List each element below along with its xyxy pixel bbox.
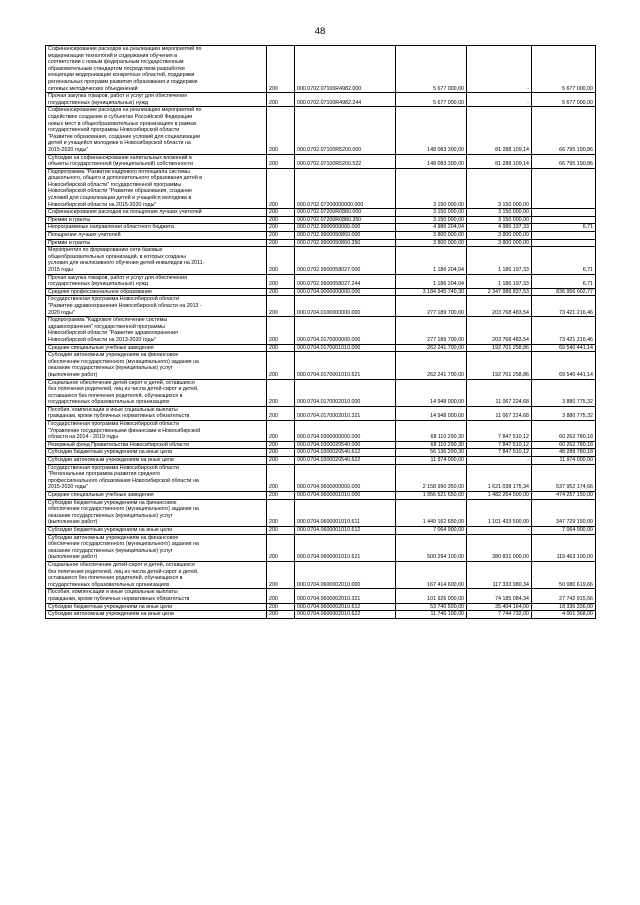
unexecuted-amount-cell: 119 463 100,00 bbox=[532, 534, 596, 561]
admin-code-cell: 200 bbox=[267, 421, 295, 442]
budget-code-cell: 000.0704.0600002010.000 bbox=[295, 561, 396, 588]
approved-amount-cell: 3 800 000,00 bbox=[396, 232, 467, 240]
approved-amount-cell: 1 186 204,04 bbox=[396, 274, 467, 288]
budget-code-cell: 000.0704.0600001010.611 bbox=[295, 499, 396, 526]
unexecuted-amount-cell: 11 974 000,00 bbox=[532, 457, 596, 465]
admin-code-cell: 200 bbox=[267, 239, 295, 247]
table-row bbox=[46, 526, 596, 534]
budget-code-cell: 000.0702.9900000000.000 bbox=[295, 224, 396, 232]
admin-code-cell: 200 bbox=[267, 344, 295, 352]
row-name-cell: Государственная программа Новосибирской области "Развитие здравоохранения Новосибирской области на 2013 - 2020 годы" bbox=[46, 296, 267, 317]
approved-amount-cell: 277 189 700,00 bbox=[396, 296, 467, 317]
table-row bbox=[46, 274, 596, 288]
unexecuted-amount-cell: 60 262 780,18 bbox=[532, 441, 596, 449]
admin-code-cell: 200 bbox=[267, 274, 295, 288]
budget-code-cell: 000.0704.0100000000.000 bbox=[295, 296, 396, 317]
approved-amount-cell: 3 184 945 740,30 bbox=[396, 288, 467, 296]
approved-amount-cell: 7 064 900,00 bbox=[396, 526, 467, 534]
approved-amount-cell: 5 677 000,00 bbox=[396, 93, 467, 107]
approved-amount-cell: 167 414 600,00 bbox=[396, 561, 467, 588]
executed-amount-cell: 81 288 109,14 bbox=[467, 107, 532, 154]
budget-code-cell: 000.0704.0170000000.000 bbox=[295, 317, 396, 344]
executed-amount-cell: 7 744 732,00 bbox=[467, 611, 532, 619]
table-row bbox=[46, 499, 596, 526]
table-row bbox=[46, 611, 596, 619]
executed-amount-cell: 1 621 038 175,34 bbox=[467, 464, 532, 491]
executed-amount-cell: 380 831 000,00 bbox=[467, 534, 532, 561]
table-row bbox=[46, 296, 596, 317]
admin-code-cell: 200 bbox=[267, 449, 295, 457]
table-row bbox=[46, 379, 596, 406]
admin-code-cell: 200 bbox=[267, 296, 295, 317]
approved-amount-cell: 4 986 204,04 bbox=[396, 224, 467, 232]
unexecuted-amount-cell: 27 742 915,66 bbox=[532, 589, 596, 603]
budget-code-cell: 000.0704.0600001010.612 bbox=[295, 526, 396, 534]
table-row bbox=[46, 464, 596, 491]
table-row bbox=[46, 344, 596, 352]
table-row bbox=[46, 93, 596, 107]
unexecuted-amount-cell: 6,71 bbox=[532, 247, 596, 274]
approved-amount-cell: 1 186 204,04 bbox=[396, 247, 467, 274]
budget-code-cell: 000.0702.07100R4982.244 bbox=[295, 93, 396, 107]
row-name-cell: Среднее профессиональное образование bbox=[46, 288, 267, 296]
table-row bbox=[46, 457, 596, 465]
executed-amount-cell: 203 768 483,54 bbox=[467, 317, 532, 344]
budget-code-cell: 000.0702.07200000000.000 bbox=[295, 168, 396, 209]
unexecuted-amount-cell: 474 257 150,00 bbox=[532, 492, 596, 500]
unexecuted-amount-cell: 66 795 190,86 bbox=[532, 107, 596, 154]
table-row bbox=[46, 232, 596, 240]
row-name-cell: Софинансирование расходов на реализацию мероприятий по содействию созданию в субъектах Российской Федерации новых мест в общеобразовательных организациях в рамках государственной программы Новосибирской области "Развитие образования, создание условий для социализации детей и учащейся молодежи в Новосибирской области на 2015-2020 годы" bbox=[46, 107, 267, 154]
unexecuted-amount-cell bbox=[532, 168, 596, 209]
budget-code-cell: 000.0704.0600001010.621 bbox=[295, 534, 396, 561]
table-row bbox=[46, 449, 596, 457]
admin-code-cell: 200 bbox=[267, 168, 295, 209]
unexecuted-amount-cell: 5 677 000,00 bbox=[532, 46, 596, 93]
approved-amount-cell: 3 800 000,00 bbox=[396, 239, 467, 247]
unexecuted-amount-cell: 3 880 775,32 bbox=[532, 379, 596, 406]
budget-table bbox=[45, 45, 596, 619]
unexecuted-amount-cell: 69 540 441,14 bbox=[532, 344, 596, 352]
admin-code-cell: 200 bbox=[267, 457, 295, 465]
table-row bbox=[46, 352, 596, 379]
executed-amount-cell: 1 482 264 500,00 bbox=[467, 492, 532, 500]
executed-amount-cell: - bbox=[467, 526, 532, 534]
row-name-cell: Государственная программа Новосибирской области "Региональная программа развития среднего профессионального образования Новосибирской области на 2015-2020 годы" bbox=[46, 464, 267, 491]
executed-amount-cell: 203 768 483,54 bbox=[467, 296, 532, 317]
table-row bbox=[46, 288, 596, 296]
admin-code-cell: 200 bbox=[267, 589, 295, 603]
table-row bbox=[46, 216, 596, 224]
budget-code-cell: 000.0702.07100R4982.000 bbox=[295, 46, 396, 93]
budget-code-cell: 000.0702.07100R5200.522 bbox=[295, 154, 396, 168]
admin-code-cell: 200 bbox=[267, 499, 295, 526]
approved-amount-cell: 53 740 500,00 bbox=[396, 603, 467, 611]
approved-amount-cell: 14 948 000,00 bbox=[396, 406, 467, 420]
row-name-cell: Субсидии бюджетным учреждениям на иные цели bbox=[46, 526, 267, 534]
unexecuted-amount-cell: 537 952 174,66 bbox=[532, 464, 596, 491]
budget-code-cell: 000.0704.0170002010.321 bbox=[295, 406, 396, 420]
approved-amount-cell: 262 241 700,00 bbox=[396, 344, 467, 352]
admin-code-cell: 200 bbox=[267, 379, 295, 406]
row-name-cell: Премии и гранты bbox=[46, 216, 267, 224]
executed-amount-cell: 7 847 510,12 bbox=[467, 421, 532, 442]
unexecuted-amount-cell: 18 336 336,00 bbox=[532, 603, 596, 611]
row-name-cell: Субсидии бюджетным учреждениям на иные цели bbox=[46, 603, 267, 611]
row-name-cell: Субсидии бюджетным учреждениям на финансовое обеспечение государственного (муниципального) задания на оказание государственных (муниципальных) услуг (выполнение работ) bbox=[46, 499, 267, 526]
approved-amount-cell: 3 150 000,00 bbox=[396, 216, 467, 224]
admin-code-cell: 200 bbox=[267, 534, 295, 561]
row-name-cell: Средние специальные учебные заведения bbox=[46, 492, 267, 500]
budget-code-cell: 000.0702.07200R0880.000 bbox=[295, 209, 396, 217]
executed-amount-cell: 192 701 258,86 bbox=[467, 352, 532, 379]
executed-amount-cell: 117 333 980,34 bbox=[467, 561, 532, 588]
row-name-cell: Непрограммные направления областного бюджета bbox=[46, 224, 267, 232]
row-name-cell: Прочая закупка товаров, работ и услуг для обеспечения государственных (муниципальных) нужд bbox=[46, 274, 267, 288]
row-name-cell: Прочая закупка товаров, работ и услуг для обеспечения государственных (муниципальных) нужд bbox=[46, 93, 267, 107]
unexecuted-amount-cell bbox=[532, 209, 596, 217]
admin-code-cell: 200 bbox=[267, 154, 295, 168]
unexecuted-amount-cell: 50 080 619,66 bbox=[532, 561, 596, 588]
budget-code-cell: 000.0704.0300020540.000 bbox=[295, 441, 396, 449]
executed-amount-cell: 11 067 224,68 bbox=[467, 379, 532, 406]
approved-amount-cell: 500 294 100,00 bbox=[396, 534, 467, 561]
executed-amount-cell: 3 150 000,00 bbox=[467, 209, 532, 217]
budget-code-cell: 000.0704.0600002010.321 bbox=[295, 589, 396, 603]
row-name-cell: Премии и гранты bbox=[46, 239, 267, 247]
executed-amount-cell: 7 847 510,12 bbox=[467, 449, 532, 457]
approved-amount-cell: 11 746 100,00 bbox=[396, 611, 467, 619]
approved-amount-cell: 1 449 162 650,00 bbox=[396, 499, 467, 526]
executed-amount-cell: - bbox=[467, 457, 532, 465]
executed-amount-cell: 3 150 000,00 bbox=[467, 216, 532, 224]
approved-amount-cell: 11 974 000,00 bbox=[396, 457, 467, 465]
admin-code-cell: 200 bbox=[267, 46, 295, 93]
admin-code-cell: 200 bbox=[267, 352, 295, 379]
approved-amount-cell: 148 083 300,00 bbox=[396, 107, 467, 154]
row-name-cell: Субсидии бюджетным учреждениям на иные цели bbox=[46, 449, 267, 457]
table-row bbox=[46, 239, 596, 247]
budget-code-cell: 000.0704.0300000000.000 bbox=[295, 421, 396, 442]
executed-amount-cell: 11 067 224,68 bbox=[467, 406, 532, 420]
approved-amount-cell: 14 948 000,00 bbox=[396, 379, 467, 406]
row-name-cell: Резервный фонд Правительства Новосибирской области bbox=[46, 441, 267, 449]
approved-amount-cell: 3 150 000,00 bbox=[396, 209, 467, 217]
approved-amount-cell: 56 136 290,30 bbox=[396, 449, 467, 457]
row-name-cell: Поощрение лучших учителей bbox=[46, 232, 267, 240]
row-name-cell: Социальное обеспечение детей-сирот и детей, оставшихся без попечения родителей, лиц из числа детей-сирот и детей, оставшихся без попечения родителей, обучающихся в государственных образовательных организациях bbox=[46, 379, 267, 406]
admin-code-cell: 200 bbox=[267, 317, 295, 344]
unexecuted-amount-cell: 6,71 bbox=[532, 224, 596, 232]
table-row bbox=[46, 589, 596, 603]
unexecuted-amount-cell: 48 288 780,18 bbox=[532, 449, 596, 457]
table-row bbox=[46, 209, 596, 217]
row-name-cell: Социальное обеспечение детей-сирот и детей, оставшихся без попечения родителей, лиц из числа детей-сирот и детей, оставшихся без попечения родителей, обучающихся в государственных образовательных организациях bbox=[46, 561, 267, 588]
budget-table-body bbox=[46, 46, 596, 619]
budget-code-cell: 000.0702.9900058027.000 bbox=[295, 247, 396, 274]
executed-amount-cell: - bbox=[467, 46, 532, 93]
table-row bbox=[46, 603, 596, 611]
unexecuted-amount-cell bbox=[532, 216, 596, 224]
executed-amount-cell: 3 800 000,00 bbox=[467, 239, 532, 247]
admin-code-cell: 200 bbox=[267, 492, 295, 500]
row-name-cell: Субсидии автономным учреждениям на иные цели bbox=[46, 457, 267, 465]
admin-code-cell: 200 bbox=[267, 107, 295, 154]
executed-amount-cell: 2 347 988 837,53 bbox=[467, 288, 532, 296]
admin-code-cell: 200 bbox=[267, 611, 295, 619]
table-row bbox=[46, 492, 596, 500]
admin-code-cell: 200 bbox=[267, 247, 295, 274]
unexecuted-amount-cell: 73 421 216,46 bbox=[532, 317, 596, 344]
admin-code-cell: 200 bbox=[267, 209, 295, 217]
table-row bbox=[46, 561, 596, 588]
budget-code-cell: 000.0704.0170001010.000 bbox=[295, 344, 396, 352]
budget-code-cell: 000.0702.07200R0880.350 bbox=[295, 216, 396, 224]
executed-amount-cell: 81 288 109,14 bbox=[467, 154, 532, 168]
table-row bbox=[46, 441, 596, 449]
row-name-cell: Государственная программа Новосибирской области "Управление государственными финансами в Новосибирской области на 2014 - 2019 годы bbox=[46, 421, 267, 442]
row-name-cell: Субсидии автономным учреждениям на финансовое обеспечение государственного (муниципального) задания на оказание государственных (муниципальных) услуг (выполнение работ) bbox=[46, 534, 267, 561]
row-name-cell: Софинансирование расходов на поощрение лучших учителей bbox=[46, 209, 267, 217]
executed-amount-cell: 3 800 000,00 bbox=[467, 232, 532, 240]
executed-amount-cell: 74 185 084,34 bbox=[467, 589, 532, 603]
page-number: 48 bbox=[314, 26, 326, 37]
unexecuted-amount-cell: 347 729 150,00 bbox=[532, 499, 596, 526]
approved-amount-cell: 148 083 300,00 bbox=[396, 154, 467, 168]
table-row bbox=[46, 224, 596, 232]
executed-amount-cell: 35 404 164,00 bbox=[467, 603, 532, 611]
row-name-cell: Субсидии автономным учреждениям на иные цели bbox=[46, 611, 267, 619]
unexecuted-amount-cell: 60 262 780,18 bbox=[532, 421, 596, 442]
approved-amount-cell: 68 110 290,30 bbox=[396, 441, 467, 449]
unexecuted-amount-cell bbox=[532, 232, 596, 240]
unexecuted-amount-cell: 66 795 190,86 bbox=[532, 154, 596, 168]
row-name-cell: Подпрограмма "Развитие кадрового потенциала системы дошкольного, общего и дополнительного образования детей в Новосибирской области" государственной программы Новосибирской области "Развитие образования, создание условий для социализации детей и учащейся молодежи в Новосибирской области на 2015-2020 годы" bbox=[46, 168, 267, 209]
budget-code-cell: 000.0704.0600002010.622 bbox=[295, 611, 396, 619]
unexecuted-amount-cell bbox=[532, 239, 596, 247]
budget-code-cell: 000.0704.0600001010.000 bbox=[295, 492, 396, 500]
approved-amount-cell: 262 241 700,00 bbox=[396, 352, 467, 379]
executed-amount-cell: 1 101 433 500,00 bbox=[467, 499, 532, 526]
budget-code-cell: 000.0704.0170001010.621 bbox=[295, 352, 396, 379]
admin-code-cell: 200 bbox=[267, 464, 295, 491]
row-name-cell: Пособия, компенсации и иные социальные выплаты гражданам, кроме публичных нормативных обязательств bbox=[46, 406, 267, 420]
admin-code-cell: 200 bbox=[267, 406, 295, 420]
executed-amount-cell: 7 847 510,12 bbox=[467, 441, 532, 449]
budget-code-cell: 000.0704.0600000000.000 bbox=[295, 464, 396, 491]
row-name-cell: Подпрограмма "Кадровое обеспечение системы здравоохранения" государственной программы Новосибирской области "Развитие здравоохранения Новосибирской области на 2013-2020 годы" bbox=[46, 317, 267, 344]
table-row bbox=[46, 406, 596, 420]
unexecuted-amount-cell: 5 677 000,00 bbox=[532, 93, 596, 107]
table-row bbox=[46, 534, 596, 561]
table-row bbox=[46, 421, 596, 442]
row-name-cell: Средние специальные учебные заведения bbox=[46, 344, 267, 352]
admin-code-cell: 200 bbox=[267, 603, 295, 611]
admin-code-cell: 200 bbox=[267, 526, 295, 534]
table-row bbox=[46, 107, 596, 154]
admin-code-cell: 200 bbox=[267, 93, 295, 107]
budget-code-cell: 000.0704.0170002010.000 bbox=[295, 379, 396, 406]
approved-amount-cell: 68 110 290,30 bbox=[396, 421, 467, 442]
executed-amount-cell: 1 186 197,33 bbox=[467, 274, 532, 288]
approved-amount-cell: 2 158 990 350,00 bbox=[396, 464, 467, 491]
unexecuted-amount-cell: 836 956 902,77 bbox=[532, 288, 596, 296]
admin-code-cell: 200 bbox=[267, 216, 295, 224]
admin-code-cell: 200 bbox=[267, 224, 295, 232]
executed-amount-cell: 3 150 000,00 bbox=[467, 168, 532, 209]
admin-code-cell: 200 bbox=[267, 441, 295, 449]
table-row bbox=[46, 154, 596, 168]
unexecuted-amount-cell: 69 540 441,14 bbox=[532, 352, 596, 379]
budget-code-cell: 000.0704.0600002010.612 bbox=[295, 603, 396, 611]
row-name-cell: Мероприятия по формированию сети базовых общеобразовательных организаций, в которых созданы условия для инклюзивного обучения детей-инвалидов на 2011- 2015 годы bbox=[46, 247, 267, 274]
row-name-cell: Пособия, компенсации и иные социальные выплаты гражданам, кроме публичных нормативных обязательств bbox=[46, 589, 267, 603]
admin-code-cell: 200 bbox=[267, 561, 295, 588]
budget-code-cell: 000.0702.9900050860.000 bbox=[295, 232, 396, 240]
unexecuted-amount-cell: 3 880 775,32 bbox=[532, 406, 596, 420]
budget-code-cell: 000.0702.9900050860.350 bbox=[295, 239, 396, 247]
table-row bbox=[46, 317, 596, 344]
admin-code-cell: 200 bbox=[267, 232, 295, 240]
row-name-cell: Субсидии на софинансирование капитальных вложений в объекты государственной (муниципальной) собственности bbox=[46, 154, 267, 168]
approved-amount-cell: 277 189 700,00 bbox=[396, 317, 467, 344]
admin-code-cell: 200 bbox=[267, 288, 295, 296]
executed-amount-cell: 4 986 197,33 bbox=[467, 224, 532, 232]
budget-code-cell: 000.0702.9900058027.244 bbox=[295, 274, 396, 288]
table-row bbox=[46, 247, 596, 274]
approved-amount-cell: 101 926 000,00 bbox=[396, 589, 467, 603]
table-row bbox=[46, 46, 596, 93]
approved-amount-cell: 1 956 521 650,00 bbox=[396, 492, 467, 500]
row-name-cell: Софинансирование расходов на реализацию мероприятий по модернизации технологий и содержания обучения в соответствии с новым федеральным государственным образовательным стандартом посредством разработки концепции модернизации конкретных областей, поддержки региональных программ развития образования и поддержки сетевых методических объединений bbox=[46, 46, 267, 93]
budget-code-cell: 000.0704.0000000000.000 bbox=[295, 288, 396, 296]
table-row bbox=[46, 168, 596, 209]
approved-amount-cell: 3 150 000,00 bbox=[396, 168, 467, 209]
unexecuted-amount-cell: 6,71 bbox=[532, 274, 596, 288]
executed-amount-cell: 1 186 197,33 bbox=[467, 247, 532, 274]
budget-code-cell: 000.0704.0300020540.612 bbox=[295, 449, 396, 457]
unexecuted-amount-cell: 73 421 216,46 bbox=[532, 296, 596, 317]
unexecuted-amount-cell: 7 064 900,00 bbox=[532, 526, 596, 534]
budget-code-cell: 000.0702.07100R5200.000 bbox=[295, 107, 396, 154]
executed-amount-cell: 192 701 258,86 bbox=[467, 344, 532, 352]
row-name-cell: Субсидии автономным учреждениям на финансовое обеспечение государственного (муниципального) задания на оказание государственных (муниципальных) услуг (выполнение работ) bbox=[46, 352, 267, 379]
executed-amount-cell: - bbox=[467, 93, 532, 107]
budget-code-cell: 000.0704.0300020540.622 bbox=[295, 457, 396, 465]
approved-amount-cell: 5 677 000,00 bbox=[396, 46, 467, 93]
unexecuted-amount-cell: 4 001 368,00 bbox=[532, 611, 596, 619]
